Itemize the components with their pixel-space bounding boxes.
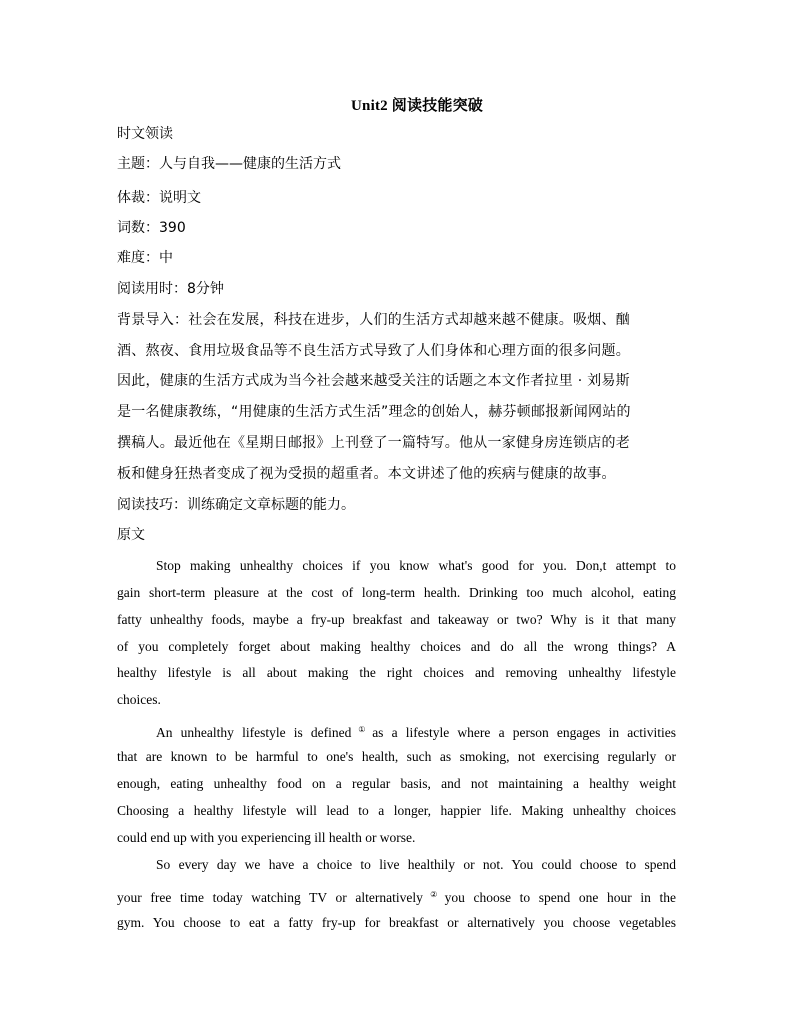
paragraph-1-line: healthy lifestyle is all about making the right choices and removing unhealthy lifestyle	[117, 665, 676, 680]
paragraph-2-text: An unhealthy lifestyle is defined	[156, 725, 352, 740]
section-label: 时文领读	[117, 126, 173, 142]
paragraph-2-text: as a lifestyle where a person engages in activities	[372, 725, 676, 740]
footnote-marker-1: ①	[353, 725, 371, 734]
paragraph-1-line: Stop making unhealthy choices if you know what's good for you. Don,t attempt to	[156, 558, 676, 573]
word-count-line: 词数：390	[117, 220, 186, 236]
paragraph-2-line: Choosing a healthy lifestyle will lead to a longer, happier life. Making unhealthy choices	[117, 803, 676, 818]
difficulty-line: 难度：中	[117, 250, 173, 266]
background-line: 板和健身狂热者变成了视为受损的超重者。本文讲述了他的疾病与健康的故事。	[117, 466, 616, 482]
paragraph-3-text: you choose to spend one hour in the	[444, 890, 676, 905]
paragraph-1-line: choices.	[117, 692, 161, 707]
paragraph-1-line: of you completely forget about making healthy choices and do all the wrong things? A	[117, 639, 676, 654]
original-text-label: 原文	[117, 527, 145, 543]
paragraph-1-line: fatty unhealthy foods, maybe a fry-up breakfast and takeaway or two? Why is it that many	[117, 612, 676, 627]
paragraph-2-line: could end up with you experiencing ill health or worse.	[117, 830, 416, 845]
paragraph-2-line: that are known to be harmful to one's health, such as smoking, not exercising regularly or	[117, 749, 676, 764]
paragraph-3-line: gym. You choose to eat a fatty fry-up for breakfast or alternatively you choose vegetables	[117, 915, 676, 930]
background-line: 是一名健康教练，“用健康的生活方式生活”理念的创始人，赫芬顿邮报新闻网站的	[117, 404, 631, 420]
reading-skill-line: 阅读技巧：训练确定文章标题的能力。	[117, 497, 355, 513]
paragraph-3-line: So every day we have a choice to live healthily or not. You could choose to spend	[156, 857, 676, 872]
background-line: 背景导入：社会在发展，科技在进步，人们的生活方式却越来越不健康。吸烟、酗	[117, 312, 630, 328]
paragraph-2-line: enough, eating unhealthy food on a regular basis, and not maintaining a healthy weight	[117, 776, 676, 791]
paragraph-3-text: your free time today watching TV or alternatively	[117, 890, 423, 905]
paragraph-1-line: gain short-term pleasure at the cost of long-term health. Drinking too much alcohol, eating	[117, 585, 676, 600]
reading-time-line: 阅读用时：8分钟	[117, 281, 224, 297]
background-line: 酒、熬夜、食用垃圾食品等不良生活方式导致了人们身体和心理方面的很多问题。	[117, 343, 630, 359]
background-line: 因此，健康的生活方式成为当今社会越来越受关注的话题之本文作者拉里 · 刘易斯	[117, 373, 630, 389]
document-title: Unit2 阅读技能突破	[351, 98, 483, 114]
background-line: 撰稿人。最近他在《星期日邮报》上刊登了一篇特写。他从一家健身房连锁店的老	[117, 435, 630, 451]
paragraph-2-line	[156, 720, 676, 743]
footnote-marker-2: ②	[424, 890, 443, 899]
topic-line: 主题：人与自我——健康的生活方式	[117, 156, 341, 172]
genre-line: 体裁：说明文	[117, 190, 201, 206]
paragraph-3-line	[117, 885, 676, 908]
